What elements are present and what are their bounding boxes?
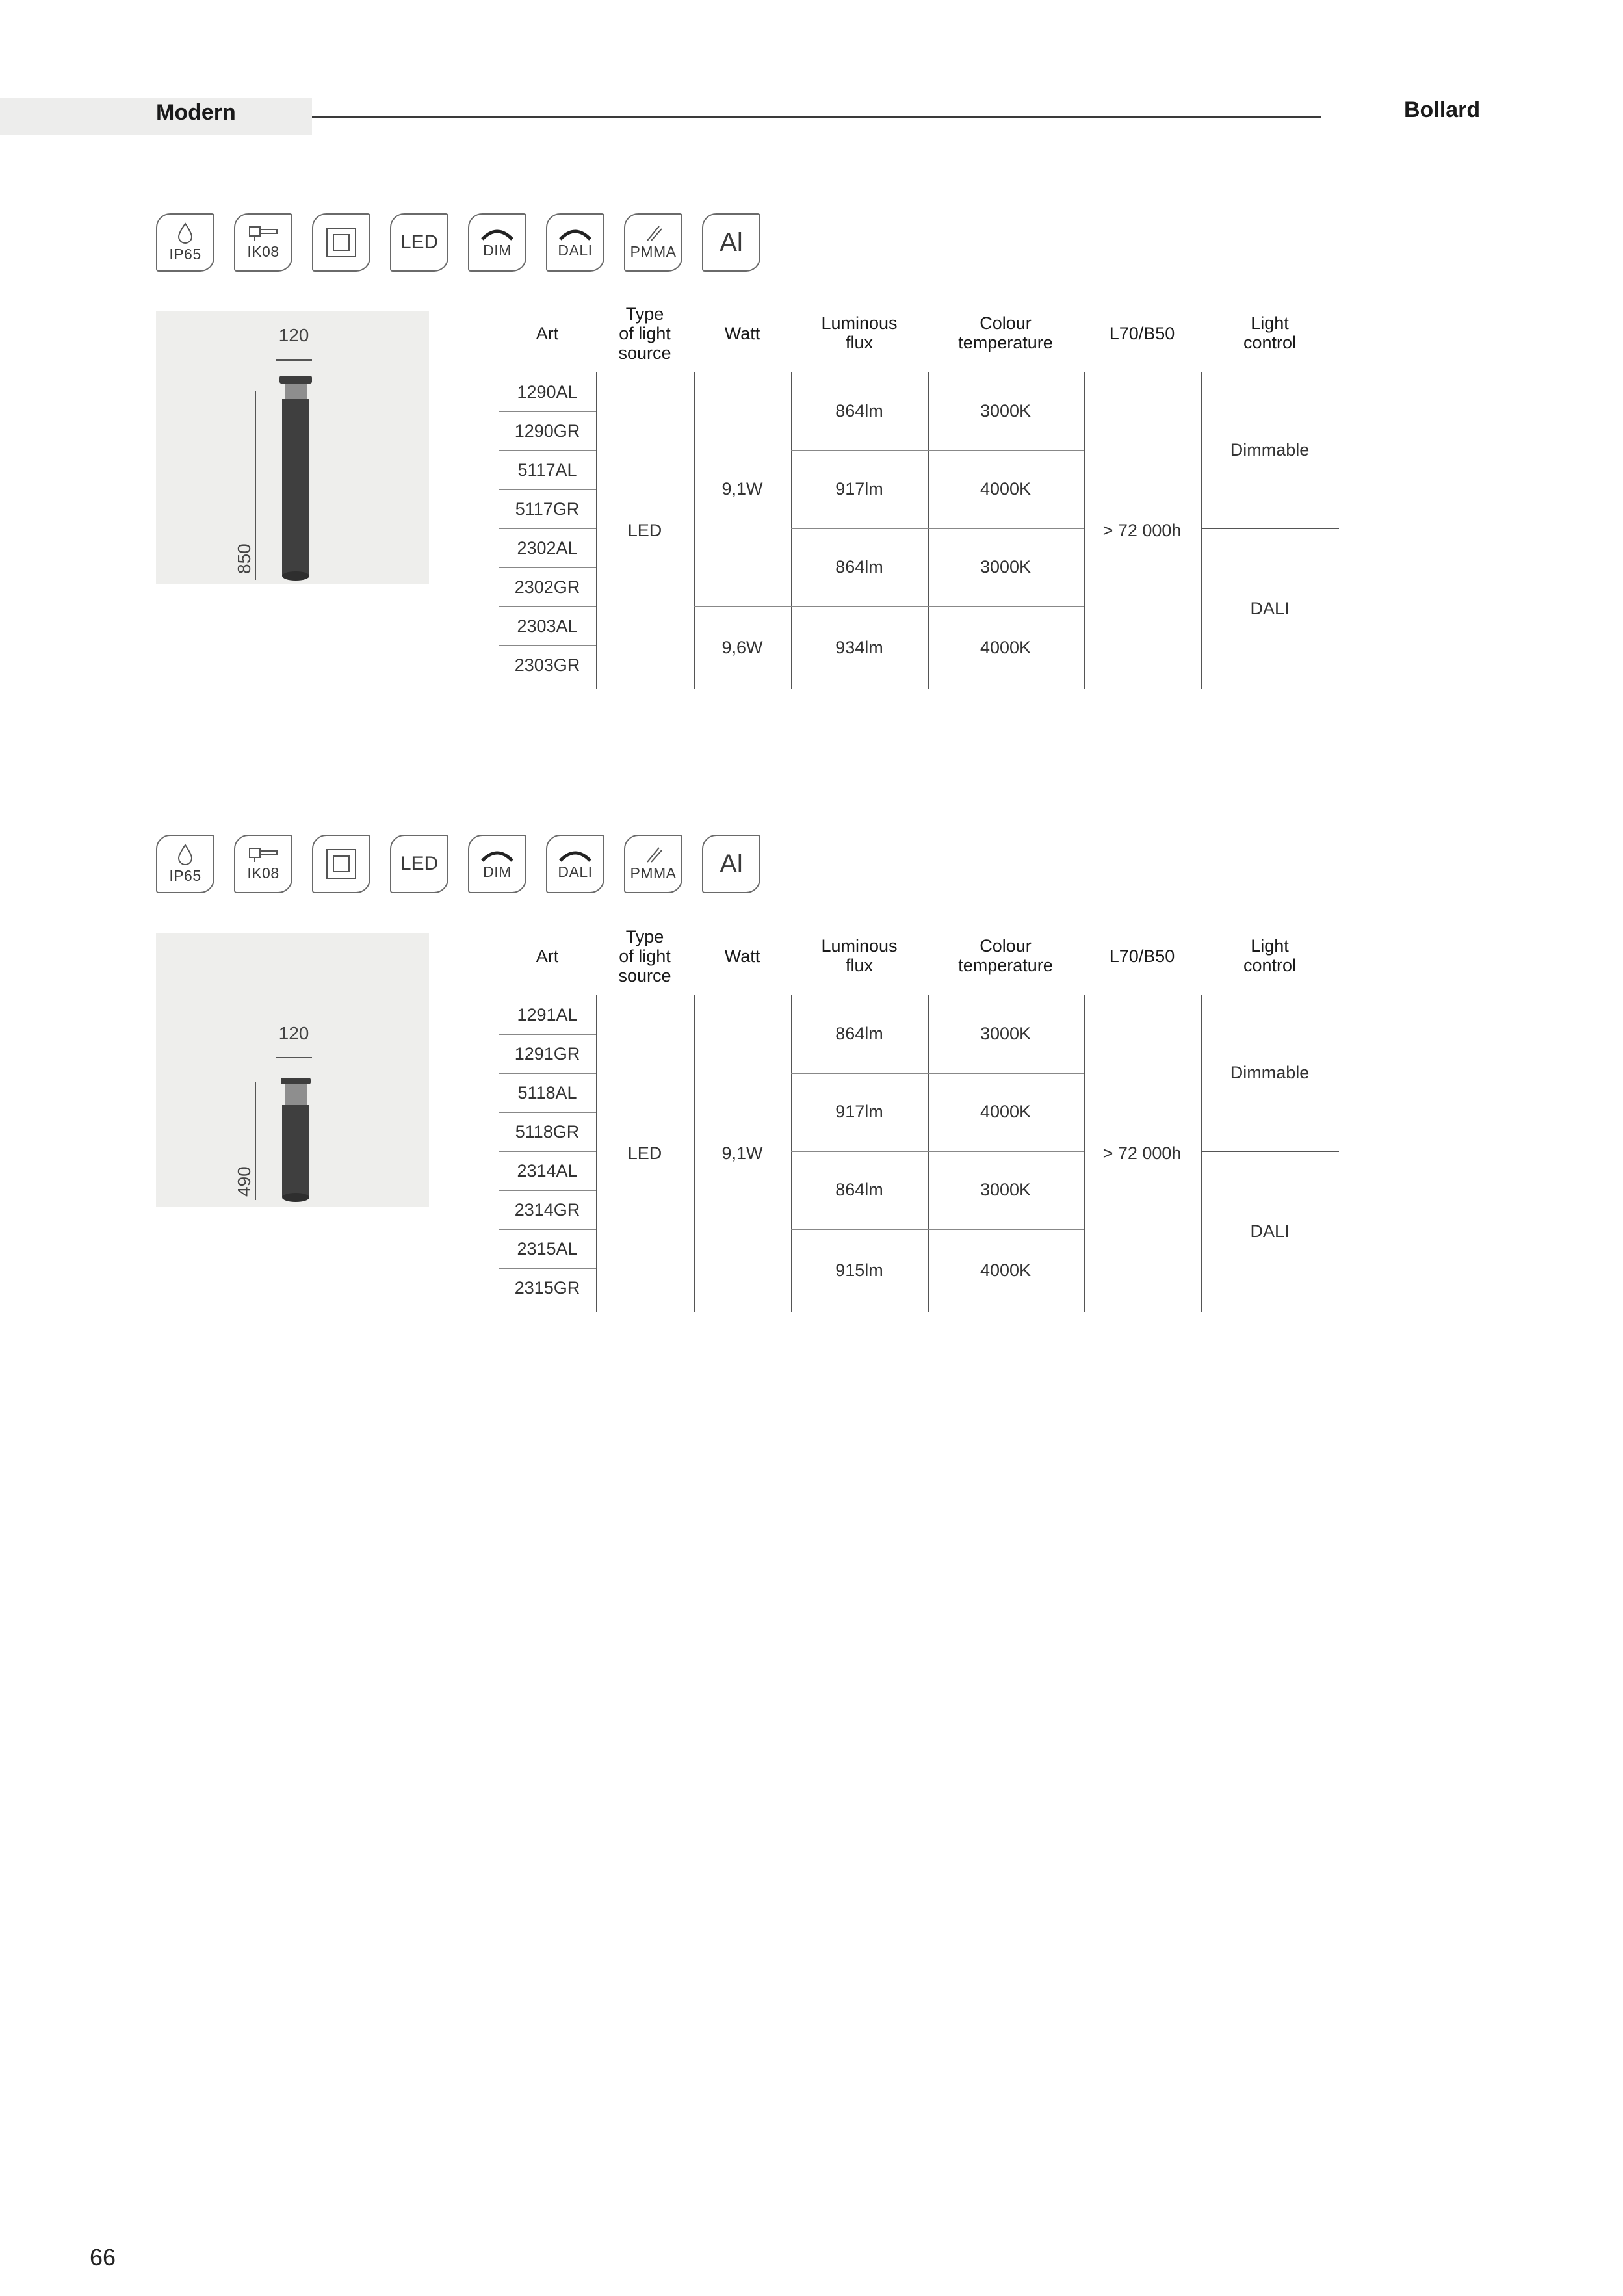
type-cell: LED xyxy=(627,520,662,540)
colour-cell: 3000K xyxy=(980,1023,1032,1043)
dim-icon xyxy=(468,835,526,893)
led-label: LED xyxy=(400,853,439,874)
dali-label: DALI xyxy=(558,863,593,880)
col-flux-line-1: Luminous xyxy=(821,936,898,956)
col-colour-line-1: Colour xyxy=(980,313,1032,333)
h-rule xyxy=(499,411,596,412)
life-cell: > 72 000h xyxy=(1102,1143,1182,1163)
col-control-line-2: control xyxy=(1243,956,1297,975)
aluminium-label: Al xyxy=(720,228,743,257)
h-rule xyxy=(499,606,596,607)
col-colour xyxy=(928,313,1084,352)
dim-label: DIM xyxy=(483,241,512,259)
ik08-label: IK08 xyxy=(247,242,279,260)
art-cell: 2303AL xyxy=(517,616,578,636)
ik08-label: IK08 xyxy=(247,864,279,881)
category-title: Modern xyxy=(156,100,236,125)
double-square-icon xyxy=(312,213,370,272)
dali-icon xyxy=(546,213,604,272)
flux-cell: 864lm xyxy=(835,556,883,577)
flux-cell: 917lm xyxy=(835,478,883,499)
col-control-line-2: control xyxy=(1243,333,1297,352)
bollard-illustration xyxy=(273,1078,318,1205)
width-dimension: 120 xyxy=(278,1023,309,1043)
aluminium-icon xyxy=(702,213,760,272)
spec-table-2 xyxy=(499,922,1339,1312)
art-cell: 2315GR xyxy=(514,1278,580,1298)
art-cell: 5118AL xyxy=(517,1083,577,1102)
col-control xyxy=(1201,313,1339,352)
col-art: Art xyxy=(536,324,559,343)
colour-cell: 3000K xyxy=(980,1179,1032,1199)
h-rule xyxy=(499,1034,596,1035)
aluminium-icon xyxy=(702,835,760,893)
col-life: L70/B50 xyxy=(1109,946,1175,966)
dali-label: DALI xyxy=(558,241,593,259)
h-rule xyxy=(499,645,596,646)
colour-cell: 4000K xyxy=(980,1101,1032,1121)
art-cell: 5118GR xyxy=(515,1122,580,1141)
colour-cell: 4000K xyxy=(980,1260,1032,1280)
art-cell: 2314AL xyxy=(517,1161,578,1181)
col-control-line-1: Light xyxy=(1251,936,1289,956)
height-dimension: 850 xyxy=(234,543,254,574)
col-control xyxy=(1201,936,1339,975)
spec-table-1 xyxy=(499,299,1339,689)
col-control-line-1: Light xyxy=(1251,313,1289,333)
feature-icons-2 xyxy=(156,835,760,893)
h-rule xyxy=(499,1229,596,1230)
colour-cell: 3000K xyxy=(980,400,1032,421)
product-image-1 xyxy=(156,311,429,584)
flux-cell: 934lm xyxy=(835,637,883,657)
flux-cell: 917lm xyxy=(835,1101,883,1121)
ip65-icon xyxy=(156,835,214,893)
section-title: Bollard xyxy=(1404,98,1481,122)
height-dimension-line xyxy=(255,391,256,580)
double-square-icon xyxy=(312,835,370,893)
ik08-icon xyxy=(234,835,292,893)
watt-cell: 9,1W xyxy=(721,478,763,499)
type-cell: LED xyxy=(627,1143,662,1163)
col-type-line-2: of light xyxy=(619,946,671,966)
col-watt: Watt xyxy=(724,324,760,343)
colour-cell: 4000K xyxy=(980,478,1032,499)
colour-cell: 4000K xyxy=(980,637,1032,657)
ip65-label: IP65 xyxy=(169,867,201,884)
art-cell: 1290AL xyxy=(517,382,578,402)
control-cell: Dimmable xyxy=(1230,439,1310,460)
width-dimension-line xyxy=(276,359,312,361)
led-label: LED xyxy=(400,231,439,253)
ip65-icon xyxy=(156,213,214,272)
col-colour xyxy=(928,936,1084,975)
art-cell: 1291GR xyxy=(514,1044,580,1063)
h-rule xyxy=(499,567,596,568)
width-dimension: 120 xyxy=(278,325,309,345)
control-cell: DALI xyxy=(1250,1221,1290,1241)
col-type-line-1: Type xyxy=(625,927,664,946)
art-cell: 2302AL xyxy=(517,538,578,558)
art-cell: 2302GR xyxy=(514,577,580,597)
col-life: L70/B50 xyxy=(1109,324,1175,343)
flux-cell: 915lm xyxy=(835,1260,883,1280)
bollard-illustration xyxy=(273,376,318,584)
col-type-line-3: source xyxy=(618,966,671,985)
flux-cell: 864lm xyxy=(835,1023,883,1043)
col-type-line-3: source xyxy=(618,343,671,363)
col-flux-line-2: flux xyxy=(845,956,874,975)
ik08-icon xyxy=(234,213,292,272)
flux-cell: 864lm xyxy=(835,400,883,421)
header-rule xyxy=(312,116,1321,118)
art-cell: 1290GR xyxy=(514,421,580,441)
col-watt: Watt xyxy=(724,946,760,966)
dali-icon xyxy=(546,835,604,893)
height-dimension: 490 xyxy=(234,1166,254,1197)
pmma-label: PMMA xyxy=(630,864,677,881)
pmma-icon xyxy=(624,835,682,893)
life-cell: > 72 000h xyxy=(1102,520,1182,540)
col-colour-line-1: Colour xyxy=(980,936,1032,956)
h-rule xyxy=(499,450,596,451)
art-cell: 2314GR xyxy=(514,1200,580,1220)
col-art: Art xyxy=(536,946,559,966)
control-cell: DALI xyxy=(1250,598,1290,618)
aluminium-label: Al xyxy=(720,849,743,878)
height-dimension-line xyxy=(255,1082,256,1200)
flux-cell: 864lm xyxy=(835,1179,883,1199)
art-cell: 5117AL xyxy=(517,460,577,480)
col-flux xyxy=(791,313,928,352)
col-flux-line-1: Luminous xyxy=(821,313,898,333)
h-rule xyxy=(499,489,596,490)
dim-label: DIM xyxy=(483,863,512,880)
h-rule xyxy=(499,1073,596,1074)
watt-cell: 9,1W xyxy=(721,1143,763,1163)
pmma-label: PMMA xyxy=(630,242,677,260)
col-colour-line-2: temperature xyxy=(958,956,1053,975)
colour-cell: 3000K xyxy=(980,556,1032,577)
col-flux xyxy=(791,936,928,975)
page-number: 66 xyxy=(90,2244,116,2271)
h-rule xyxy=(499,528,596,529)
col-flux-line-2: flux xyxy=(845,333,874,352)
col-type-line-2: of light xyxy=(619,324,671,343)
col-colour-line-2: temperature xyxy=(958,333,1053,352)
product-image-2 xyxy=(156,933,429,1207)
art-cell: 5117GR xyxy=(515,499,580,519)
feature-icons-1 xyxy=(156,213,760,272)
h-rule xyxy=(499,1112,596,1113)
led-icon xyxy=(390,213,448,272)
h-rule xyxy=(499,1268,596,1269)
col-type xyxy=(596,927,694,985)
watt-cell: 9,6W xyxy=(721,637,763,657)
art-cell: 2303GR xyxy=(514,655,580,675)
control-cell: Dimmable xyxy=(1230,1062,1310,1082)
dim-icon xyxy=(468,213,526,272)
col-type-line-1: Type xyxy=(625,304,664,324)
pmma-icon xyxy=(624,213,682,272)
width-dimension-line xyxy=(276,1057,312,1058)
ip65-label: IP65 xyxy=(169,245,201,263)
art-cell: 2315AL xyxy=(517,1239,578,1259)
col-type xyxy=(596,304,694,363)
h-rule xyxy=(499,1190,596,1191)
art-cell: 1291AL xyxy=(517,1005,578,1024)
h-rule xyxy=(499,1151,596,1152)
led-icon xyxy=(390,835,448,893)
